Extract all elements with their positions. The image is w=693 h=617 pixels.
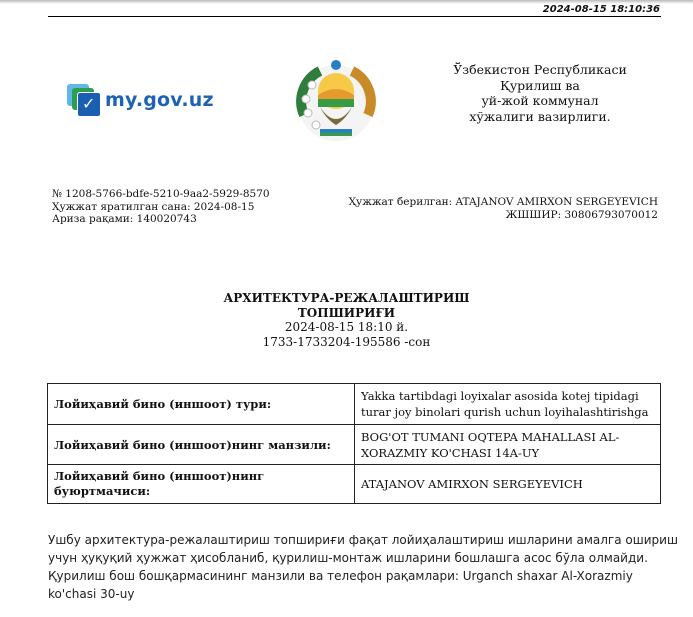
ministry-line: хўжалиги вазирлиги. [469, 108, 611, 124]
row-label: Лойиҳавий бино (иншоот)нинг буюртмачиси: [48, 465, 355, 504]
row-value: Yakka tartibdagi loyixalar asosida kotej tipidagi turar joy binolari qurish uchun loyihalashtirishga [355, 384, 661, 425]
row-value: BOG'OT TUMANI OQTEPA MAHALLASI AL-XORAZMIY KO'CHASI 14A-UY [355, 425, 661, 465]
table-row [48, 384, 661, 425]
document-number: № 1208-5766-bdfe-5210-9aa2-5929-8570 [52, 188, 270, 200]
row-value: ATAJANOV AMIRXON SERGEYEVICH [355, 465, 661, 504]
header-rule [48, 16, 661, 17]
ministry-line: Қурилиш ва [500, 77, 580, 93]
document-title [0, 291, 693, 349]
ministry-line: уй-жой коммунал [481, 93, 599, 108]
title-number: 1733-1733204-195586 -сон [262, 334, 431, 349]
ministry-name [440, 62, 640, 124]
title-datetime: 2024-08-15 18:10 й. [284, 320, 409, 334]
ministry-line: Ўзбекистон Республикаси [453, 62, 627, 77]
pinfl: ЖШШИР: 30806793070012 [505, 208, 658, 221]
mygov-logo [67, 84, 214, 116]
project-info-table [47, 383, 661, 504]
issued-to: Ҳужжат берилган: ATAJANOV AMIRXON SERGEYEVICH [348, 196, 658, 208]
logo-text: my.gov.uz [105, 89, 214, 111]
print-timestamp: 2024-08-15 18:10:36 [542, 4, 660, 15]
title-line-1: АРХИТЕКТУРА-РЕЖАЛАШТИРИШ [223, 291, 470, 305]
table-row [48, 465, 661, 504]
row-label: Лойиҳавий бино (иншоот)нинг манзили: [48, 425, 355, 465]
checkmark-stack-icon: ✓ [67, 84, 101, 116]
recipient-meta [349, 196, 658, 221]
legal-note: Ушбу архитектура-режалаштириш топшириғи фақат лойиҳалаштириш ишларини амалга ошириш учун ҳуқуқий ҳужжат ҳисобланиб, қурилиш-монтаж ишларини бошлашга асос бўла олмайди. Қурилиш бош бошқармасининг манзили ва телефон рақамлари: Urganch shaxar Al-Xorazmiy ko'chasi 30-uy [48, 533, 678, 601]
document-meta [52, 188, 270, 226]
title-line-2: ТОПШИРИҒИ [297, 305, 396, 320]
table-row [48, 425, 661, 465]
row-label: Лойиҳавий бино (иншоот) тури: [48, 384, 355, 425]
created-date: Ҳужжат яратилган сана: 2024-08-15 [52, 200, 255, 213]
state-emblem-icon [290, 55, 382, 147]
application-number: Ариза рақами: 140020743 [52, 213, 197, 225]
